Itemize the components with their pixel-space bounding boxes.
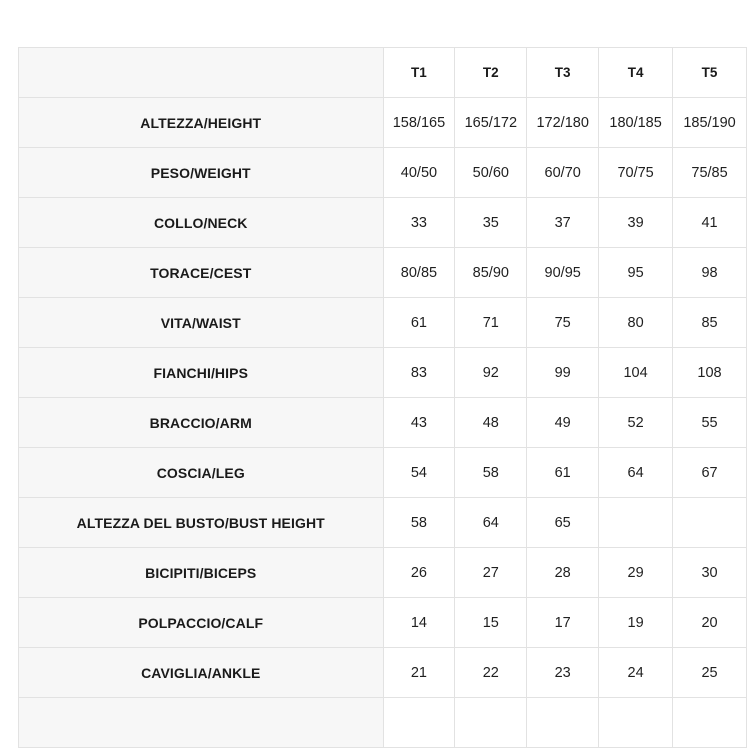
- size-value-cell: 41: [673, 198, 747, 248]
- size-value-cell: 65: [527, 498, 599, 548]
- row-label: PESO/WEIGHT: [19, 148, 384, 198]
- size-value-cell: 55: [673, 398, 747, 448]
- table-row: [19, 448, 747, 498]
- size-value-cell: 185/190: [673, 98, 747, 148]
- size-value-cell: 30: [673, 548, 747, 598]
- size-value-cell: 80/85: [383, 248, 455, 298]
- size-value-cell: 29: [599, 548, 673, 598]
- size-value-cell: 108: [673, 348, 747, 398]
- size-value-cell: 19: [599, 598, 673, 648]
- size-value-cell: 37: [527, 198, 599, 248]
- header-size-t3: T3: [527, 48, 599, 98]
- size-value-cell: [599, 698, 673, 748]
- size-value-cell: 40/50: [383, 148, 455, 198]
- size-value-cell: 43: [383, 398, 455, 448]
- size-value-cell: 80: [599, 298, 673, 348]
- size-value-cell: [383, 698, 455, 748]
- row-label: FIANCHI/HIPS: [19, 348, 384, 398]
- size-value-cell: 75: [527, 298, 599, 348]
- size-value-cell: 17: [527, 598, 599, 648]
- table-row: [19, 348, 747, 398]
- size-value-cell: 99: [527, 348, 599, 398]
- header-corner-cell: [19, 48, 384, 98]
- size-value-cell: 25: [673, 648, 747, 698]
- table-row: [19, 698, 747, 748]
- size-value-cell: 20: [673, 598, 747, 648]
- header-size-t2: T2: [455, 48, 527, 98]
- size-value-cell: 60/70: [527, 148, 599, 198]
- size-value-cell: 27: [455, 548, 527, 598]
- size-value-cell: 52: [599, 398, 673, 448]
- size-value-cell: 14: [383, 598, 455, 648]
- size-value-cell: 85: [673, 298, 747, 348]
- size-value-cell: 23: [527, 648, 599, 698]
- size-value-cell: 75/85: [673, 148, 747, 198]
- size-value-cell: [527, 698, 599, 748]
- size-value-cell: 83: [383, 348, 455, 398]
- table-body: [19, 98, 747, 748]
- table-row: [19, 398, 747, 448]
- size-value-cell: 49: [527, 398, 599, 448]
- table-row: [19, 298, 747, 348]
- size-value-cell: 58: [383, 498, 455, 548]
- row-label: COSCIA/LEG: [19, 448, 384, 498]
- size-value-cell: [599, 498, 673, 548]
- size-chart-table: [18, 47, 747, 748]
- size-value-cell: 58: [455, 448, 527, 498]
- size-value-cell: 22: [455, 648, 527, 698]
- size-value-cell: [673, 498, 747, 548]
- size-value-cell: 24: [599, 648, 673, 698]
- size-value-cell: 98: [673, 248, 747, 298]
- table-row: [19, 498, 747, 548]
- size-value-cell: 158/165: [383, 98, 455, 148]
- size-value-cell: 165/172: [455, 98, 527, 148]
- size-value-cell: 21: [383, 648, 455, 698]
- row-label: CAVIGLIA/ANKLE: [19, 648, 384, 698]
- size-value-cell: 90/95: [527, 248, 599, 298]
- size-value-cell: [673, 698, 747, 748]
- size-value-cell: 48: [455, 398, 527, 448]
- header-size-t5: T5: [673, 48, 747, 98]
- size-value-cell: 50/60: [455, 148, 527, 198]
- size-value-cell: 61: [527, 448, 599, 498]
- size-value-cell: 54: [383, 448, 455, 498]
- size-value-cell: 15: [455, 598, 527, 648]
- size-value-cell: 180/185: [599, 98, 673, 148]
- row-label: VITA/WAIST: [19, 298, 384, 348]
- row-label: BRACCIO/ARM: [19, 398, 384, 448]
- table-row: [19, 648, 747, 698]
- size-value-cell: 39: [599, 198, 673, 248]
- table-row: [19, 198, 747, 248]
- header-size-t4: T4: [599, 48, 673, 98]
- header-size-t1: T1: [383, 48, 455, 98]
- table-row: [19, 548, 747, 598]
- size-value-cell: 35: [455, 198, 527, 248]
- size-value-cell: 95: [599, 248, 673, 298]
- size-value-cell: [455, 698, 527, 748]
- size-value-cell: 61: [383, 298, 455, 348]
- row-label: TORACE/CEST: [19, 248, 384, 298]
- size-value-cell: 64: [599, 448, 673, 498]
- table-row: [19, 98, 747, 148]
- size-value-cell: 104: [599, 348, 673, 398]
- row-label: [19, 698, 384, 748]
- size-value-cell: 67: [673, 448, 747, 498]
- row-label: ALTEZZA/HEIGHT: [19, 98, 384, 148]
- size-value-cell: 64: [455, 498, 527, 548]
- size-value-cell: 172/180: [527, 98, 599, 148]
- size-chart-viewport[interactable]: [18, 47, 736, 716]
- size-value-cell: 92: [455, 348, 527, 398]
- row-label: ALTEZZA DEL BUSTO/BUST HEIGHT: [19, 498, 384, 548]
- table-header-row: [19, 48, 747, 98]
- row-label: POLPACCIO/CALF: [19, 598, 384, 648]
- size-value-cell: 71: [455, 298, 527, 348]
- size-value-cell: 28: [527, 548, 599, 598]
- table-row: [19, 148, 747, 198]
- row-label: BICIPITI/BICEPS: [19, 548, 384, 598]
- table-row: [19, 248, 747, 298]
- table-row: [19, 598, 747, 648]
- size-value-cell: 70/75: [599, 148, 673, 198]
- size-value-cell: 33: [383, 198, 455, 248]
- row-label: COLLO/NECK: [19, 198, 384, 248]
- size-value-cell: 85/90: [455, 248, 527, 298]
- size-value-cell: 26: [383, 548, 455, 598]
